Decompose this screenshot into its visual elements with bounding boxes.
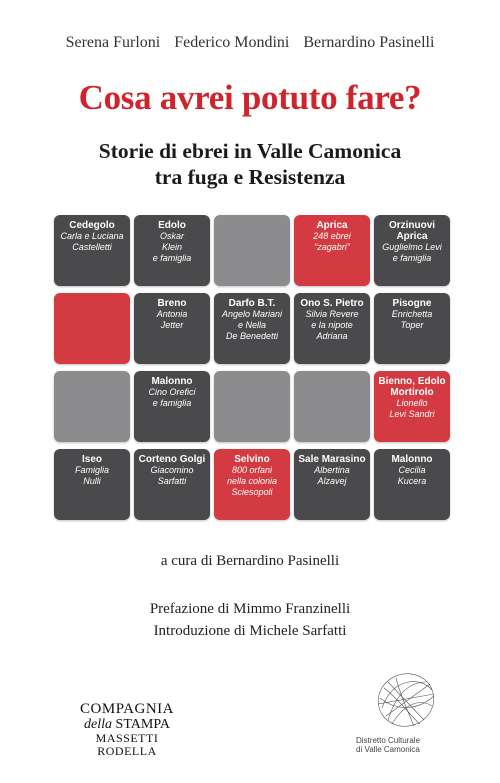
tile-place: Edolo <box>158 220 186 231</box>
story-tile <box>294 215 370 286</box>
introduction-credit: Introduzione di Michele Sarfatti <box>153 623 347 639</box>
tile-place: Corteno Golgi <box>138 454 206 465</box>
preface-credit: Prefazione di Mimmo Franzinelli <box>149 601 351 617</box>
story-tile <box>374 449 450 520</box>
story-tile <box>134 293 210 364</box>
story-tile <box>374 215 450 286</box>
tile-people: Oskar Klein e famiglia <box>152 231 192 263</box>
book-title: Cosa avrei potuto fare? <box>78 78 422 117</box>
story-tile <box>134 371 210 442</box>
tile-people: Enrichetta Toper <box>391 309 433 330</box>
tile-place: Cedegolo <box>69 220 115 231</box>
book-subtitle <box>0 138 500 190</box>
story-tile <box>214 371 290 442</box>
story-tile <box>54 293 130 364</box>
story-tile <box>54 449 130 520</box>
publisher-line-2b: STAMPA <box>115 717 170 732</box>
tile-people: Carla e Luciana Castelletti <box>60 231 124 252</box>
tile-place: Iseo <box>81 454 102 465</box>
tile-place: Aprica <box>316 220 348 231</box>
publisher-line-1: COMPAGNIA <box>80 701 174 717</box>
curator-credit: a cura di Bernardino Pasinelli <box>160 553 340 569</box>
tile-people: Albertina Alzavej <box>314 465 350 486</box>
tile-place: Bienno, Edolo Mortirolo <box>378 376 446 398</box>
story-tile <box>374 371 450 442</box>
district-line-1: Distretto Culturale <box>356 736 421 745</box>
tile-place: Orzinuovi Aprica <box>388 220 436 242</box>
tile-place: Breno <box>157 298 187 309</box>
story-tile-grid <box>54 215 450 520</box>
story-tile <box>214 215 290 286</box>
publisher-line-2 <box>72 717 182 732</box>
author-2: Federico Mondini <box>174 34 290 51</box>
publisher-line-2a: della <box>84 717 113 732</box>
tile-people: Silvia Revere e la nipote Adriana <box>305 309 359 341</box>
tile-place: Malonno <box>151 376 193 387</box>
tile-people: Lionello Levi Sandri <box>389 398 435 419</box>
tile-place: Darfo B.T. <box>228 298 276 309</box>
tile-people: Cino Orefici e famiglia <box>148 387 196 408</box>
tile-people: Antonia Jetter <box>156 309 188 330</box>
subtitle-line-2: tra fuga e Resistenza <box>154 165 346 189</box>
authors-line <box>0 34 500 52</box>
district-line-2: di Valle Camonica <box>356 745 420 754</box>
story-tile <box>214 293 290 364</box>
author-3: Bernardino Pasinelli <box>303 34 435 51</box>
story-tile <box>294 449 370 520</box>
tile-people: Cecilia Kucera <box>397 465 427 486</box>
story-tile <box>294 371 370 442</box>
tile-people: 248 ebrei “zagabri” <box>313 231 351 252</box>
publisher-line-3: MASSETTI RODELLA <box>95 731 159 758</box>
tile-place: Sale Marasino <box>298 454 366 465</box>
district-caption <box>356 736 446 754</box>
story-tile <box>294 293 370 364</box>
tile-people: 800 orfani nella colonia Sciesopoli <box>226 465 278 497</box>
tile-place: Ono S. Pietro <box>300 298 364 309</box>
tile-people: Famiglia Nulli <box>74 465 109 486</box>
credits-block <box>0 598 500 642</box>
story-tile <box>374 293 450 364</box>
story-tile <box>134 449 210 520</box>
publisher-logo <box>72 702 182 758</box>
story-tile <box>214 449 290 520</box>
author-1: Serena Furloni <box>65 34 161 51</box>
tile-place: Selvino <box>234 454 270 465</box>
tile-people: Giacomino Sarfatti <box>150 465 194 486</box>
subtitle-line-1: Storie di ebrei in Valle Camonica <box>98 139 402 163</box>
story-tile <box>54 371 130 442</box>
story-tile <box>54 215 130 286</box>
tile-place: Malonno <box>391 454 433 465</box>
tile-people: Angelo Mariani e Nella De Benedetti <box>221 309 283 341</box>
story-tile <box>134 215 210 286</box>
tile-place: Pisogne <box>392 298 432 309</box>
tile-people: Guglielmo Levi e famiglia <box>382 242 442 263</box>
